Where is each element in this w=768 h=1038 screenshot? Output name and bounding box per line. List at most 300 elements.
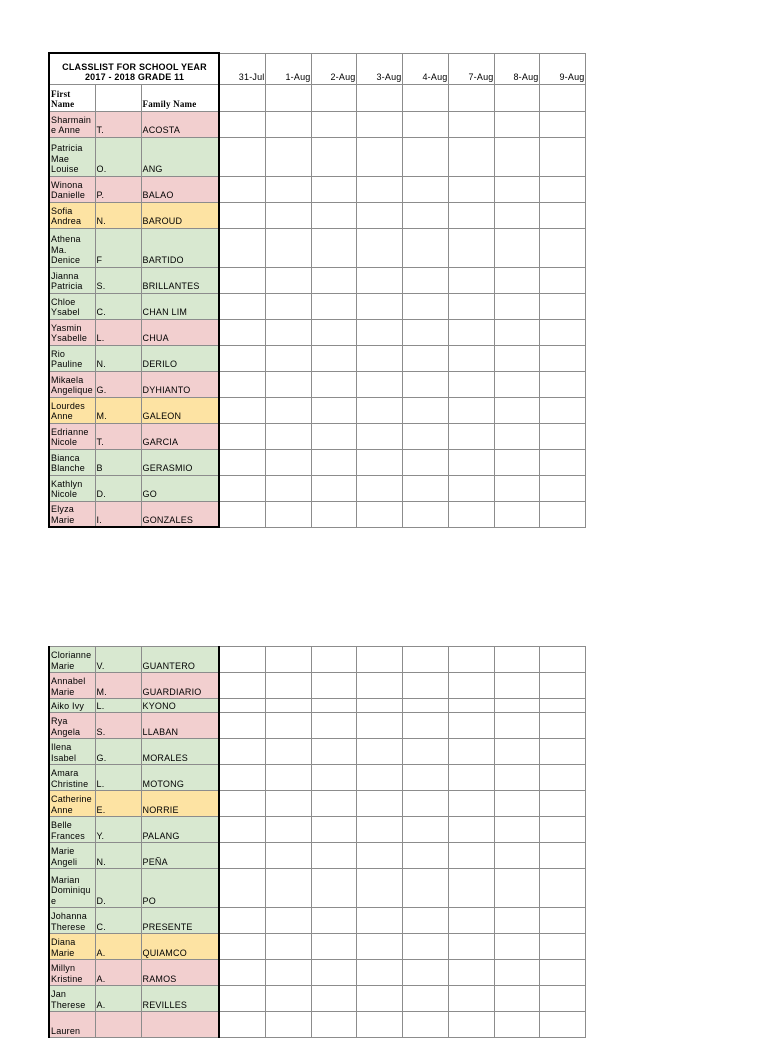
attendance-cell[interactable]	[448, 739, 494, 765]
attendance-cell[interactable]	[356, 713, 402, 739]
attendance-cell[interactable]	[448, 647, 494, 673]
student-row	[49, 319, 585, 345]
student-first-name: Patricia Mae Louise	[49, 137, 95, 176]
attendance-cell[interactable]	[448, 869, 494, 908]
attendance-cell[interactable]	[311, 673, 356, 699]
attendance-cell[interactable]	[311, 1012, 356, 1038]
attendance-cell[interactable]	[356, 986, 402, 1012]
student-family-name: PO	[141, 869, 219, 908]
attendance-cell[interactable]	[402, 791, 448, 817]
attendance-cell[interactable]	[494, 319, 539, 345]
student-middle-initial: L.	[95, 765, 141, 791]
attendance-cell[interactable]	[448, 475, 494, 501]
student-family-name: BARTIDO	[141, 228, 219, 267]
attendance-cell[interactable]	[265, 869, 311, 908]
date-header: 3-Aug	[356, 53, 402, 84]
attendance-cell[interactable]	[402, 449, 448, 475]
attendance-cell[interactable]	[539, 371, 585, 397]
attendance-cell[interactable]	[265, 371, 311, 397]
attendance-cell[interactable]	[539, 293, 585, 319]
attendance-cell[interactable]	[219, 84, 265, 111]
attendance-cell[interactable]	[539, 1012, 585, 1038]
attendance-cell[interactable]	[402, 817, 448, 843]
attendance-cell[interactable]	[539, 449, 585, 475]
attendance-cell[interactable]	[402, 934, 448, 960]
attendance-cell[interactable]	[539, 267, 585, 293]
attendance-cell[interactable]	[265, 176, 311, 202]
attendance-cell[interactable]	[494, 397, 539, 423]
student-family-name: GUARDIARIO	[141, 673, 219, 699]
attendance-cell[interactable]	[356, 699, 402, 713]
attendance-cell[interactable]	[356, 791, 402, 817]
attendance-cell[interactable]	[494, 267, 539, 293]
attendance-cell[interactable]	[356, 501, 402, 527]
attendance-cell[interactable]	[265, 345, 311, 371]
attendance-cell[interactable]	[402, 908, 448, 934]
attendance-cell[interactable]	[402, 293, 448, 319]
attendance-cell[interactable]	[356, 202, 402, 228]
attendance-cell[interactable]	[539, 475, 585, 501]
attendance-cell[interactable]	[539, 423, 585, 449]
attendance-cell[interactable]	[265, 449, 311, 475]
date-header: 31-Jul	[219, 53, 265, 84]
attendance-cell[interactable]	[219, 934, 265, 960]
student-middle-initial: D.	[95, 869, 141, 908]
attendance-cell[interactable]	[494, 501, 539, 527]
attendance-cell[interactable]	[539, 843, 585, 869]
attendance-cell[interactable]	[356, 397, 402, 423]
student-first-name: Millyn Kristine	[49, 960, 95, 986]
student-first-name: Yasmin Ysabelle	[49, 319, 95, 345]
attendance-cell[interactable]	[219, 739, 265, 765]
attendance-cell[interactable]	[448, 319, 494, 345]
attendance-cell[interactable]	[402, 843, 448, 869]
attendance-cell[interactable]	[311, 475, 356, 501]
attendance-cell[interactable]	[402, 228, 448, 267]
student-first-name: Belle Frances	[49, 817, 95, 843]
attendance-cell[interactable]	[539, 713, 585, 739]
attendance-cell[interactable]	[311, 908, 356, 934]
attendance-cell[interactable]	[311, 371, 356, 397]
attendance-cell[interactable]	[494, 137, 539, 176]
attendance-cell[interactable]	[265, 293, 311, 319]
attendance-cell[interactable]	[356, 475, 402, 501]
attendance-cell[interactable]	[219, 137, 265, 176]
attendance-cell[interactable]	[356, 293, 402, 319]
attendance-cell[interactable]	[311, 699, 356, 713]
attendance-cell[interactable]	[448, 960, 494, 986]
attendance-cell[interactable]	[219, 475, 265, 501]
attendance-cell[interactable]	[539, 739, 585, 765]
student-family-name: LLABAN	[141, 713, 219, 739]
attendance-cell[interactable]	[494, 449, 539, 475]
attendance-cell[interactable]	[219, 202, 265, 228]
attendance-cell[interactable]	[539, 137, 585, 176]
student-middle-initial: A.	[95, 986, 141, 1012]
attendance-cell[interactable]	[539, 765, 585, 791]
attendance-cell[interactable]	[539, 647, 585, 673]
student-row	[49, 960, 585, 986]
student-middle-initial: O.	[95, 137, 141, 176]
classlist-title: CLASSLIST FOR SCHOOL YEAR 2017 - 2018 GRADE 11	[49, 53, 219, 84]
title-row	[49, 53, 585, 84]
attendance-cell[interactable]	[356, 817, 402, 843]
student-row	[49, 934, 585, 960]
student-middle-initial: T.	[95, 423, 141, 449]
attendance-cell[interactable]	[356, 960, 402, 986]
attendance-cell[interactable]	[311, 986, 356, 1012]
attendance-cell[interactable]	[402, 986, 448, 1012]
attendance-cell[interactable]	[265, 423, 311, 449]
attendance-cell[interactable]	[402, 475, 448, 501]
attendance-cell[interactable]	[494, 934, 539, 960]
attendance-cell[interactable]	[402, 371, 448, 397]
attendance-cell[interactable]	[448, 228, 494, 267]
attendance-cell[interactable]	[539, 791, 585, 817]
student-middle-initial: V.	[95, 647, 141, 673]
student-first-name: Jianna Patricia	[49, 267, 95, 293]
student-middle-initial: G.	[95, 739, 141, 765]
attendance-cell[interactable]	[539, 202, 585, 228]
attendance-cell[interactable]	[219, 673, 265, 699]
attendance-cell[interactable]	[356, 319, 402, 345]
attendance-cell[interactable]	[311, 111, 356, 137]
attendance-cell[interactable]	[494, 423, 539, 449]
attendance-cell[interactable]	[448, 908, 494, 934]
attendance-cell[interactable]	[311, 293, 356, 319]
attendance-cell[interactable]	[539, 869, 585, 908]
attendance-cell[interactable]	[494, 84, 539, 111]
attendance-cell[interactable]	[265, 84, 311, 111]
first-name-header: First Name	[49, 84, 95, 111]
attendance-cell[interactable]	[402, 647, 448, 673]
attendance-cell[interactable]	[356, 345, 402, 371]
attendance-cell[interactable]	[539, 501, 585, 527]
attendance-cell[interactable]	[448, 111, 494, 137]
attendance-cell[interactable]	[265, 934, 311, 960]
attendance-cell[interactable]	[219, 869, 265, 908]
attendance-cell[interactable]	[448, 397, 494, 423]
attendance-cell[interactable]	[265, 908, 311, 934]
attendance-cell[interactable]	[311, 843, 356, 869]
attendance-cell[interactable]	[494, 475, 539, 501]
attendance-cell[interactable]	[219, 111, 265, 137]
attendance-cell[interactable]	[356, 908, 402, 934]
attendance-cell[interactable]	[539, 397, 585, 423]
attendance-cell[interactable]	[219, 293, 265, 319]
attendance-cell[interactable]	[402, 699, 448, 713]
attendance-cell[interactable]	[402, 1012, 448, 1038]
attendance-cell[interactable]	[356, 1012, 402, 1038]
attendance-cell[interactable]	[219, 397, 265, 423]
attendance-cell[interactable]	[265, 319, 311, 345]
attendance-cell[interactable]	[494, 1012, 539, 1038]
attendance-cell[interactable]	[356, 739, 402, 765]
attendance-cell[interactable]	[494, 228, 539, 267]
student-first-name: Marie Angeli	[49, 843, 95, 869]
attendance-cell[interactable]	[356, 176, 402, 202]
attendance-cell[interactable]	[265, 699, 311, 713]
attendance-cell[interactable]	[219, 1012, 265, 1038]
attendance-cell[interactable]	[539, 176, 585, 202]
attendance-cell[interactable]	[311, 397, 356, 423]
attendance-cell[interactable]	[219, 699, 265, 713]
attendance-cell[interactable]	[356, 449, 402, 475]
attendance-cell[interactable]	[402, 202, 448, 228]
student-first-name: Kathlyn Nicole	[49, 475, 95, 501]
attendance-cell[interactable]	[311, 960, 356, 986]
attendance-cell[interactable]	[356, 84, 402, 111]
attendance-cell[interactable]	[265, 713, 311, 739]
attendance-cell[interactable]	[402, 739, 448, 765]
attendance-cell[interactable]	[539, 934, 585, 960]
attendance-cell[interactable]	[402, 713, 448, 739]
attendance-cell[interactable]	[402, 345, 448, 371]
attendance-cell[interactable]	[265, 765, 311, 791]
attendance-cell[interactable]	[356, 765, 402, 791]
student-row	[49, 423, 585, 449]
student-first-name: Athena Ma. Denice	[49, 228, 95, 267]
attendance-cell[interactable]	[448, 501, 494, 527]
attendance-cell[interactable]	[494, 986, 539, 1012]
attendance-cell[interactable]	[356, 869, 402, 908]
attendance-cell[interactable]	[539, 817, 585, 843]
attendance-cell[interactable]	[265, 960, 311, 986]
attendance-cell[interactable]	[448, 986, 494, 1012]
attendance-cell[interactable]	[356, 673, 402, 699]
attendance-cell[interactable]	[219, 986, 265, 1012]
student-family-name: CHAN LIM	[141, 293, 219, 319]
attendance-cell[interactable]	[356, 647, 402, 673]
attendance-cell[interactable]	[448, 423, 494, 449]
student-row	[49, 817, 585, 843]
attendance-cell[interactable]	[448, 791, 494, 817]
student-family-name: MORALES	[141, 739, 219, 765]
attendance-cell[interactable]	[311, 791, 356, 817]
attendance-cell[interactable]	[356, 843, 402, 869]
attendance-cell[interactable]	[539, 673, 585, 699]
attendance-cell[interactable]	[311, 228, 356, 267]
attendance-cell[interactable]	[448, 699, 494, 713]
attendance-cell[interactable]	[539, 84, 585, 111]
attendance-cell[interactable]	[219, 791, 265, 817]
attendance-cell[interactable]	[448, 934, 494, 960]
attendance-cell[interactable]	[448, 267, 494, 293]
attendance-cell[interactable]	[448, 345, 494, 371]
attendance-cell[interactable]	[311, 869, 356, 908]
attendance-cell[interactable]	[311, 267, 356, 293]
attendance-cell[interactable]	[265, 1012, 311, 1038]
date-header: 7-Aug	[448, 53, 494, 84]
attendance-cell[interactable]	[494, 765, 539, 791]
student-row	[49, 202, 585, 228]
attendance-cell[interactable]	[219, 765, 265, 791]
attendance-cell[interactable]	[448, 202, 494, 228]
attendance-cell[interactable]	[219, 647, 265, 673]
attendance-cell[interactable]	[402, 176, 448, 202]
attendance-cell[interactable]	[265, 647, 311, 673]
attendance-cell[interactable]	[539, 319, 585, 345]
student-middle-initial: E.	[95, 791, 141, 817]
attendance-cell[interactable]	[448, 713, 494, 739]
attendance-cell[interactable]	[219, 371, 265, 397]
student-middle-initial: F	[95, 228, 141, 267]
column-header-row	[49, 84, 585, 111]
attendance-cell[interactable]	[494, 960, 539, 986]
attendance-cell[interactable]	[265, 137, 311, 176]
student-middle-initial: I.	[95, 501, 141, 527]
student-row	[49, 501, 585, 527]
attendance-cell[interactable]	[265, 739, 311, 765]
attendance-cell[interactable]	[311, 501, 356, 527]
attendance-cell[interactable]	[265, 397, 311, 423]
attendance-cell[interactable]	[219, 319, 265, 345]
attendance-cell[interactable]	[402, 869, 448, 908]
student-middle-initial: S.	[95, 713, 141, 739]
attendance-cell[interactable]	[265, 202, 311, 228]
attendance-cell[interactable]	[311, 423, 356, 449]
attendance-cell[interactable]	[448, 293, 494, 319]
attendance-cell[interactable]	[448, 765, 494, 791]
student-first-name: Amara Christine	[49, 765, 95, 791]
attendance-cell[interactable]	[494, 739, 539, 765]
attendance-cell[interactable]	[539, 228, 585, 267]
attendance-cell[interactable]	[494, 345, 539, 371]
attendance-cell[interactable]	[219, 228, 265, 267]
attendance-cell[interactable]	[219, 176, 265, 202]
attendance-cell[interactable]	[402, 111, 448, 137]
attendance-cell[interactable]	[219, 267, 265, 293]
attendance-cell[interactable]	[265, 843, 311, 869]
attendance-cell[interactable]	[265, 791, 311, 817]
attendance-cell[interactable]	[402, 501, 448, 527]
attendance-cell[interactable]	[219, 449, 265, 475]
attendance-cell[interactable]	[311, 739, 356, 765]
attendance-cell[interactable]	[494, 371, 539, 397]
attendance-cell[interactable]	[356, 371, 402, 397]
attendance-cell[interactable]	[448, 843, 494, 869]
attendance-cell[interactable]	[356, 267, 402, 293]
attendance-cell[interactable]	[311, 137, 356, 176]
attendance-cell[interactable]	[448, 371, 494, 397]
attendance-cell[interactable]	[265, 111, 311, 137]
student-first-name: Bianca Blanche	[49, 449, 95, 475]
student-first-name: Catherine Anne	[49, 791, 95, 817]
attendance-cell[interactable]	[494, 673, 539, 699]
student-first-name: Lauren	[49, 1012, 95, 1038]
attendance-cell[interactable]	[311, 934, 356, 960]
student-first-name: Annabel Marie	[49, 673, 95, 699]
student-family-name: KYONO	[141, 699, 219, 713]
attendance-cell[interactable]	[494, 293, 539, 319]
attendance-cell[interactable]	[219, 817, 265, 843]
student-row	[49, 176, 585, 202]
attendance-cell[interactable]	[494, 699, 539, 713]
attendance-cell[interactable]	[265, 817, 311, 843]
attendance-cell[interactable]	[539, 699, 585, 713]
attendance-cell[interactable]	[311, 765, 356, 791]
attendance-cell[interactable]	[265, 228, 311, 267]
student-middle-initial: G.	[95, 371, 141, 397]
attendance-cell[interactable]	[265, 501, 311, 527]
attendance-cell[interactable]	[402, 673, 448, 699]
attendance-cell[interactable]	[311, 176, 356, 202]
attendance-cell[interactable]	[448, 137, 494, 176]
attendance-cell[interactable]	[311, 713, 356, 739]
attendance-cell[interactable]	[219, 713, 265, 739]
attendance-cell[interactable]	[219, 345, 265, 371]
attendance-cell[interactable]	[539, 986, 585, 1012]
attendance-cell[interactable]	[494, 817, 539, 843]
attendance-cell[interactable]	[219, 908, 265, 934]
attendance-cell[interactable]	[402, 960, 448, 986]
attendance-cell[interactable]	[356, 934, 402, 960]
attendance-cell[interactable]	[494, 713, 539, 739]
attendance-cell[interactable]	[311, 449, 356, 475]
attendance-cell[interactable]	[265, 986, 311, 1012]
student-middle-initial: L.	[95, 699, 141, 713]
attendance-cell[interactable]	[494, 176, 539, 202]
attendance-cell[interactable]	[494, 647, 539, 673]
student-first-name: Rio Pauline	[49, 345, 95, 371]
attendance-cell[interactable]	[402, 765, 448, 791]
attendance-cell[interactable]	[402, 267, 448, 293]
attendance-cell[interactable]	[494, 202, 539, 228]
student-family-name	[141, 1012, 219, 1038]
attendance-cell[interactable]	[448, 1012, 494, 1038]
attendance-cell[interactable]	[402, 84, 448, 111]
attendance-cell[interactable]	[539, 345, 585, 371]
attendance-cell[interactable]	[311, 345, 356, 371]
attendance-cell[interactable]	[356, 423, 402, 449]
attendance-cell[interactable]	[448, 176, 494, 202]
attendance-cell[interactable]	[311, 647, 356, 673]
attendance-cell[interactable]	[402, 423, 448, 449]
attendance-cell[interactable]	[402, 397, 448, 423]
attendance-cell[interactable]	[539, 111, 585, 137]
attendance-cell[interactable]	[311, 319, 356, 345]
attendance-cell[interactable]	[219, 960, 265, 986]
attendance-cell[interactable]	[448, 84, 494, 111]
attendance-cell[interactable]	[356, 137, 402, 176]
attendance-cell[interactable]	[539, 908, 585, 934]
attendance-cell[interactable]	[219, 501, 265, 527]
attendance-cell[interactable]	[265, 673, 311, 699]
attendance-cell[interactable]	[356, 228, 402, 267]
attendance-cell[interactable]	[402, 319, 448, 345]
attendance-cell[interactable]	[311, 84, 356, 111]
attendance-cell[interactable]	[265, 267, 311, 293]
attendance-cell[interactable]	[265, 475, 311, 501]
student-middle-initial: S.	[95, 267, 141, 293]
student-family-name: GO	[141, 475, 219, 501]
attendance-cell[interactable]	[311, 202, 356, 228]
attendance-cell[interactable]	[494, 869, 539, 908]
attendance-cell[interactable]	[448, 673, 494, 699]
attendance-cell[interactable]	[494, 111, 539, 137]
attendance-cell[interactable]	[356, 111, 402, 137]
attendance-cell[interactable]	[494, 908, 539, 934]
attendance-cell[interactable]	[219, 423, 265, 449]
attendance-cell[interactable]	[402, 137, 448, 176]
attendance-cell[interactable]	[494, 791, 539, 817]
attendance-cell[interactable]	[448, 817, 494, 843]
attendance-cell[interactable]	[539, 960, 585, 986]
attendance-cell[interactable]	[219, 843, 265, 869]
attendance-cell[interactable]	[494, 843, 539, 869]
attendance-cell[interactable]	[311, 817, 356, 843]
attendance-cell[interactable]	[448, 449, 494, 475]
